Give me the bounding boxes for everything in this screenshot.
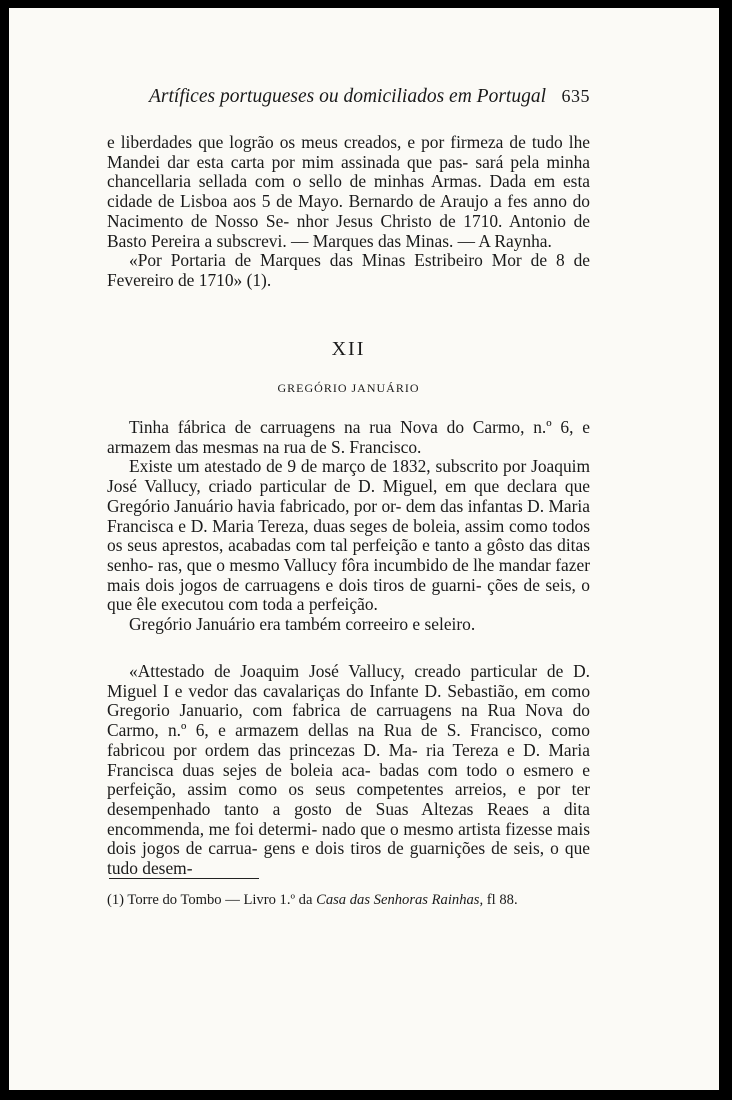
text-block-gregorio (107, 418, 590, 635)
text-line: subscrevi. — Marques das Minas. — A Raynha. (216, 230, 552, 251)
text-line: Rua Nova do Carmo, n.º 6, e armazem dellas na Rua de (107, 700, 590, 741)
text-line: ras, que o mesmo Vallucy fôra incumbido de lhe mandar (157, 554, 551, 575)
paragraph-fabrica (107, 418, 590, 457)
text-line: Tinha fábrica de carruagens na rua Nova do Carmo, n.º 6, (129, 417, 574, 437)
footnote-text: Torre do Tombo — Livro 1.º da (127, 892, 313, 908)
text-line: Armas. Dada em esta cidade de Lisboa aos 5 de Mayo. (107, 171, 590, 212)
text-line: fazer mais dois jogos de carruagens e dois tiros de guarni- (107, 554, 590, 595)
text-block-attestado (107, 662, 590, 879)
text-line: nado que o mesmo artista fizesse mais dois jogos de carrua- (107, 818, 590, 859)
text-line: dem das infantas D. Maria Francisca e D. Maria Tereza, (107, 495, 590, 536)
text-line: e armazem das mesmas na rua de S. Francisco. (107, 417, 590, 457)
text-line: de Fevereiro de 1710» (1). (107, 250, 590, 290)
text-line: competentes arreios, e por ter desempenhado tanto a gosto (107, 779, 590, 819)
paragraph-atestado (107, 457, 590, 615)
text-line: ções de seis, o que êle executou com toda a perfeição. (107, 574, 590, 615)
section-number: XII (331, 338, 366, 360)
text-line: «Attestado de Joaquim José Vallucy, creado particular de (129, 661, 564, 681)
text-line: tudo lhe Mandei dar esta carta por mim assinada que pas- (107, 132, 590, 172)
text-line: Joaquim José Vallucy, criado particular de D. Miguel, em (107, 456, 590, 497)
text-line: Bernardo de Araujo a fes anno do Nacimento de Nosso Se- (107, 191, 590, 231)
text-line: S. Francisco, como fabricou por ordem das princezas D. Ma- (107, 720, 590, 760)
text-line: Existe um atestado de 9 de março de 1832, subscrito por (129, 456, 527, 477)
paragraph-correeiro (107, 615, 590, 635)
text-line: nhor Jesus Christo de 1710. Antonio de Basto Pereira a (107, 210, 590, 251)
section-title: GREGÓRIO JANUÁRIO (277, 381, 420, 395)
text-line: e liberdades que logrão os meus creados, e por firmeza de (107, 132, 526, 152)
text-line: em como Gregorio Januario, com fabrica de carruagens na (107, 680, 591, 721)
text-line: D. Miguel I e vedor das cavalariças do Infante D. Sebastião, (107, 661, 590, 701)
attestado-quote (107, 662, 590, 879)
text-line: «Por Portaria de Marques das Minas Estribeiro Mor de 8 (129, 250, 565, 271)
footnote-title: Casa das Senhoras Rainhas, (316, 892, 484, 908)
text-line: de Suas Altezas Reaes a dita encommenda, me foi determi- (107, 798, 590, 839)
text-line: badas com todo o esmero e perfeição, assim como os seus (107, 759, 590, 800)
running-title: Artífices portugueses ou domiciliados em Portugal (149, 86, 547, 107)
carta-paragraph (107, 133, 590, 251)
page-number: 635 (561, 86, 590, 106)
text-line: acabadas com tal perfeição e tanto a gôsto das ditas senho- (107, 535, 590, 575)
text-line: sará pela minha chancellaria sellada com o sello de minhas (107, 151, 590, 192)
text-line: ria Tereza e D. Maria Francisca duas sejes de boleia aca- (107, 739, 590, 780)
page (9, 8, 719, 1090)
footnote-folio: fl 88. (486, 892, 518, 908)
text-line: que declara que Gregório Januário havia fabricado, por or- (107, 476, 590, 516)
portaria-paragraph (107, 251, 590, 290)
text-line: duas seges de boleia, assim como todos os seus aprestos, (107, 515, 590, 556)
footnote-rule (109, 878, 259, 879)
text-line: Gregório Januário era também correeiro e seleiro. (129, 614, 476, 635)
text-line: gens e dois tiros de guarnições de seis, o que tudo desem- (107, 838, 590, 879)
text-block-carta (107, 133, 590, 291)
running-header (107, 86, 590, 108)
footnote-marker: (1) (107, 892, 125, 908)
footnote (107, 893, 590, 908)
